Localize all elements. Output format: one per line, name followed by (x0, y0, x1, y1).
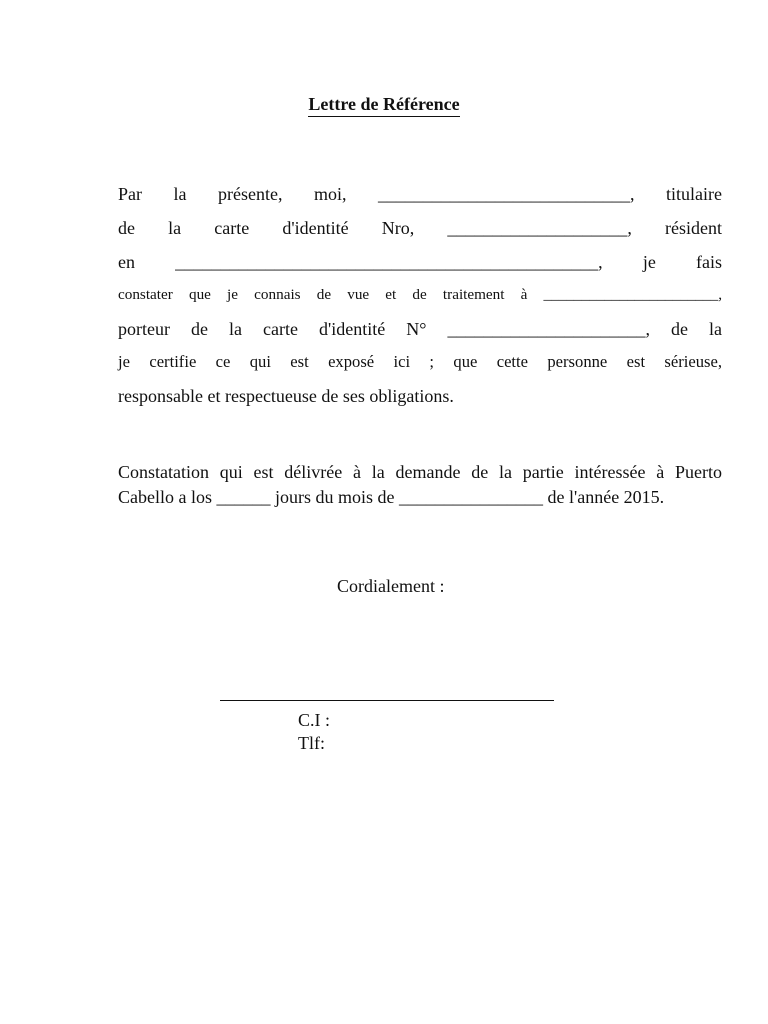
paragraph-line-2: de la carte d'identité Nro, ____________________, résident (118, 218, 722, 238)
paragraph-line-7: responsable et respectueuse de ses obligations. (118, 386, 454, 406)
document-title-text: Lettre de Référence (308, 94, 459, 117)
statement-line-2: Cabello a los ______ jours du mois de ________________ de l'année 2015. (118, 487, 665, 507)
signature-line (220, 700, 554, 701)
paragraph-line-1: Par la présente, moi, ____________________________, titulaire (118, 184, 722, 204)
tlf-label: Tlf: (298, 733, 325, 753)
ci-label: C.I : (298, 710, 331, 730)
statement-line-1: Constatation qui est délivrée à la demande de la partie intéressée à Puerto (118, 462, 722, 482)
paragraph-line-4: constater que je connais de vue et de traitement à _______________________, (118, 286, 722, 303)
closing-text: Cordialement : (337, 576, 445, 596)
paragraph-line-5: porteur de la carte d'identité N° ______________________, de la (118, 319, 722, 339)
paragraph-line-3: en _______________________________________________, je fais (118, 252, 722, 272)
paragraph-line-6: je certifie ce qui est exposé ici ; que cette personne est sérieuse, (118, 352, 722, 371)
document-title (0, 94, 768, 117)
